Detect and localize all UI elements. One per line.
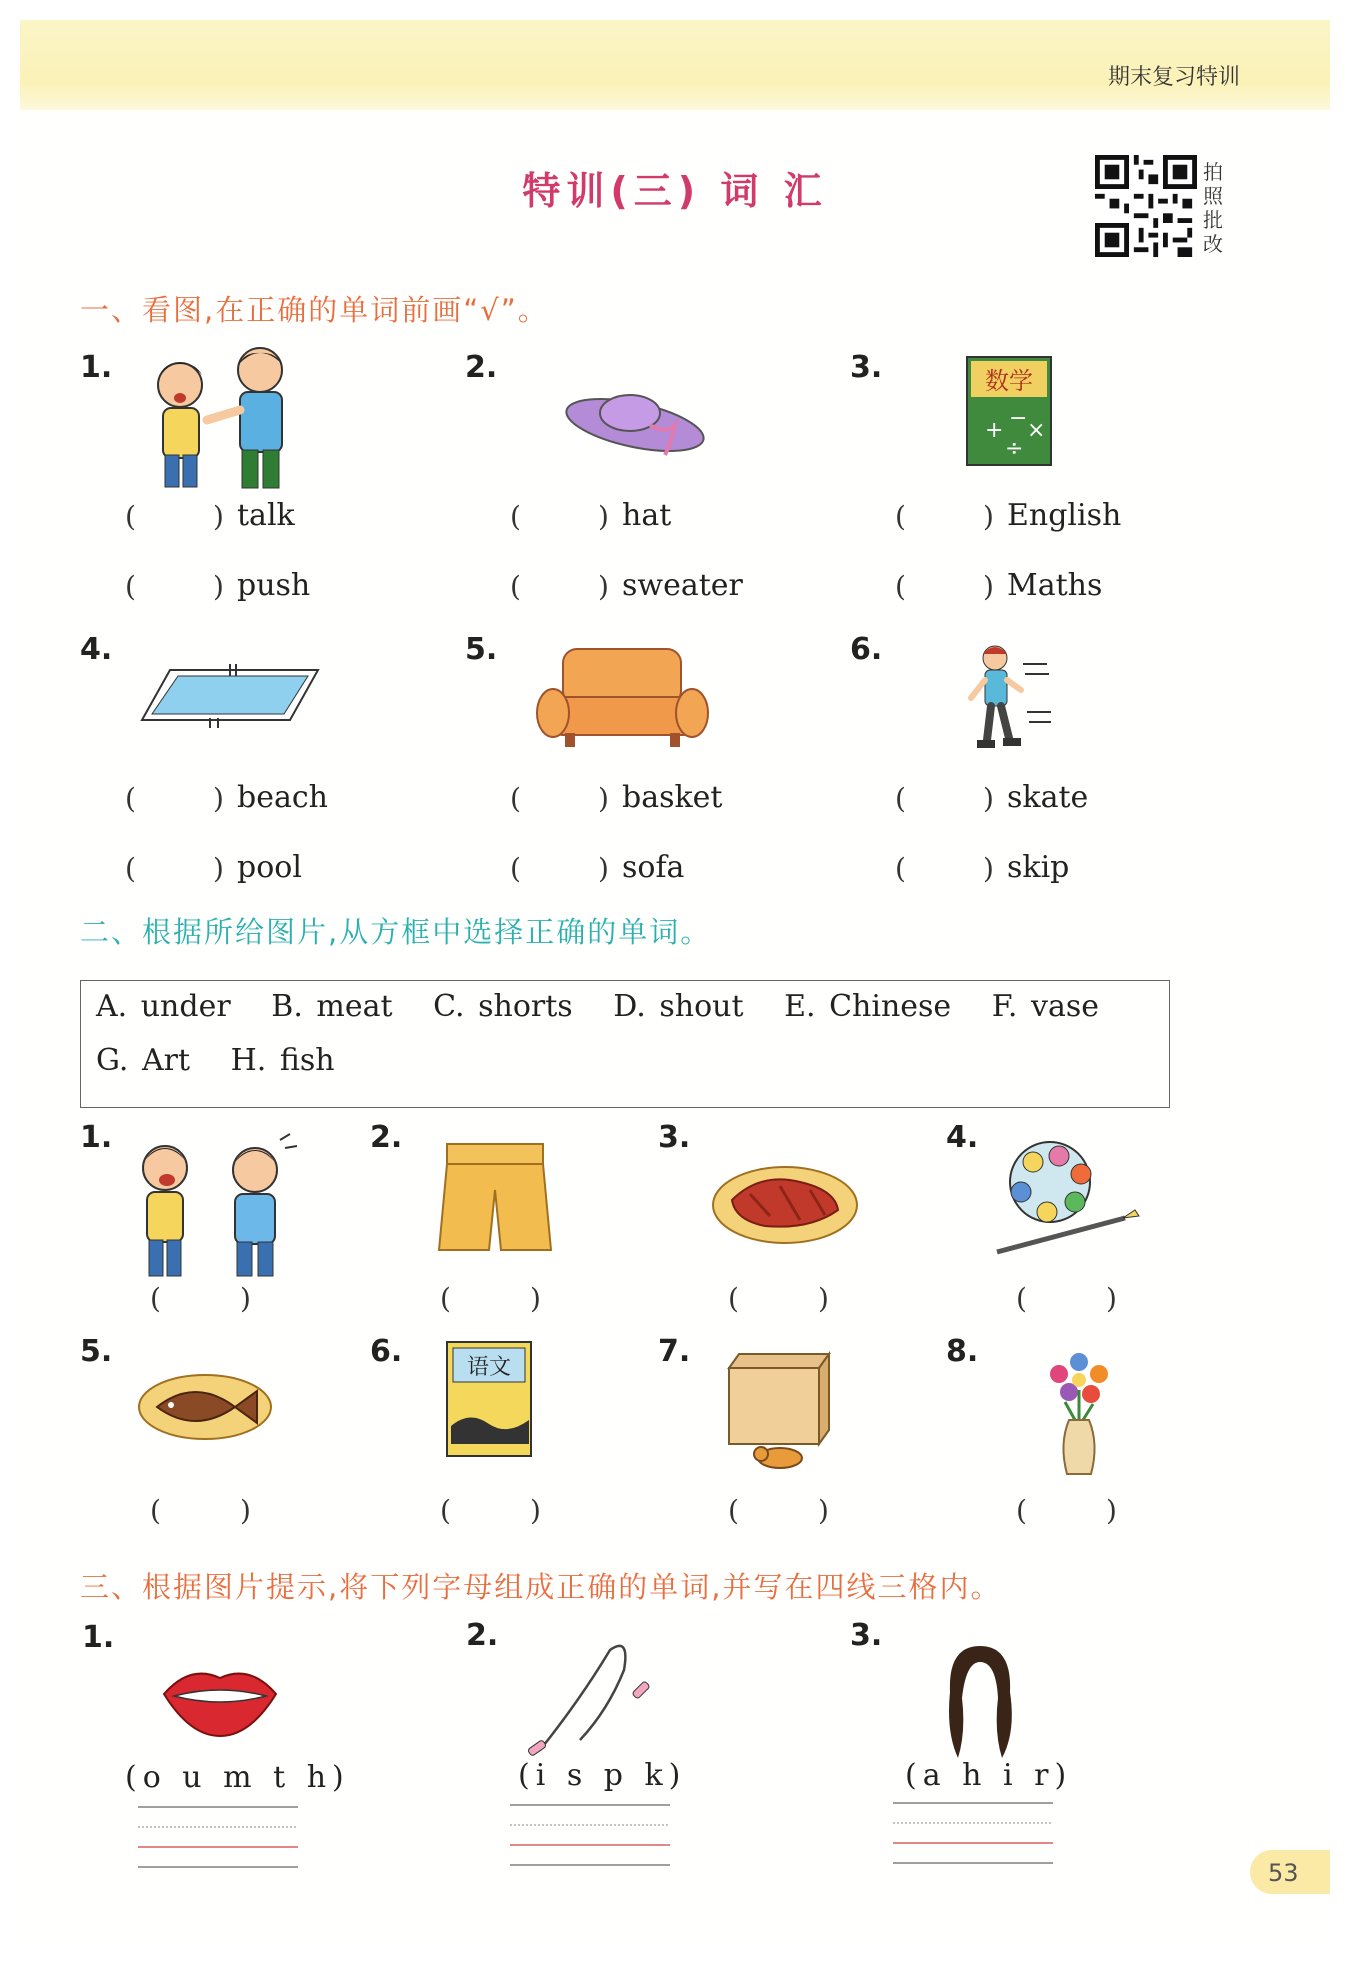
hat-picture-icon: [560, 385, 710, 465]
s3-item1-letters: (o u m t h): [125, 1760, 350, 1795]
maths-book-picture-icon: [965, 355, 1055, 467]
s3-item3-letters: (a h i r): [905, 1758, 1073, 1793]
s2-item6-number: 6.: [370, 1334, 403, 1369]
shorts-picture-icon: [435, 1140, 555, 1260]
answer-paren-open[interactable]: (: [440, 1494, 451, 1527]
chinese-book-picture-icon: [445, 1340, 535, 1460]
answer-paren-close: ): [240, 1282, 251, 1315]
s2-item4-number: 4.: [946, 1120, 979, 1155]
hair-picture-icon: [940, 1642, 1020, 1762]
option-word: basket: [622, 780, 723, 815]
s1-item4-number: 4.: [80, 632, 113, 667]
option-word: hat: [622, 498, 672, 533]
answer-paren-close: ): [983, 782, 994, 815]
qr-caption-char: 批: [1203, 208, 1223, 232]
option-word: skate: [1007, 780, 1089, 815]
option-word: push: [237, 568, 311, 603]
push-picture-icon: [135, 340, 325, 490]
s2-item7-number: 7.: [658, 1334, 691, 1369]
fish-picture-icon: [135, 1365, 275, 1445]
answer-paren-open[interactable]: (: [895, 852, 906, 885]
answer-paren-open[interactable]: (: [895, 570, 906, 603]
answer-paren-open[interactable]: (: [895, 500, 906, 533]
answer-paren-close: ): [598, 782, 609, 815]
skip-rope-picture-icon: [520, 1640, 670, 1760]
answer-paren-close: ): [598, 570, 609, 603]
qr-code-icon[interactable]: [1095, 155, 1197, 257]
answer-paren-open[interactable]: (: [150, 1282, 161, 1315]
s3-item3-writing-lines[interactable]: [893, 1801, 1053, 1865]
answer-paren-open[interactable]: (: [125, 570, 136, 603]
answer-paren-close: ): [818, 1282, 829, 1315]
s2-item1-number: 1.: [80, 1120, 113, 1155]
answer-paren-open[interactable]: (: [510, 500, 521, 533]
s3-item2-letters: (i s p k): [518, 1758, 687, 1793]
under-box-picture-icon: [725, 1350, 835, 1470]
svg-text:÷: ÷: [1005, 436, 1024, 461]
maths-book-label: 数学: [985, 367, 1033, 395]
meat-picture-icon: [710, 1160, 860, 1250]
sofa-picture-icon: [535, 645, 710, 755]
option-word: skip: [1007, 850, 1070, 885]
section3-heading: 三、根据图片提示,将下列字母组成正确的单词,并写在四线三格内。: [80, 1570, 1002, 1604]
answer-paren-open[interactable]: (: [728, 1282, 739, 1315]
answer-paren-close: ): [213, 570, 224, 603]
s2-item2-number: 2.: [370, 1120, 403, 1155]
answer-paren-open[interactable]: (: [1016, 1494, 1027, 1527]
answer-paren-open[interactable]: (: [1016, 1282, 1027, 1315]
page-number: 53: [1250, 1850, 1330, 1894]
answer-paren-open[interactable]: (: [510, 570, 521, 603]
option-word: beach: [237, 780, 328, 815]
s2-item5-number: 5.: [80, 1334, 113, 1369]
option-word: pool: [237, 850, 302, 885]
answer-paren-open[interactable]: (: [125, 500, 136, 533]
s3-item2-number: 2.: [466, 1618, 499, 1653]
option-word: sweater: [622, 568, 743, 603]
answer-paren-close: ): [240, 1494, 251, 1527]
svg-text:×: ×: [1027, 418, 1046, 443]
chinese-book-label: 语文: [466, 1355, 512, 1380]
svg-text:+: +: [985, 418, 1004, 443]
s3-item3-number: 3.: [850, 1618, 883, 1653]
qr-caption-char: 拍: [1203, 160, 1223, 184]
answer-paren-close: ): [213, 782, 224, 815]
answer-paren-close: ): [983, 500, 994, 533]
header-label: 期末复习特训: [1107, 65, 1240, 90]
option-word: sofa: [622, 850, 685, 885]
option-word: talk: [237, 498, 295, 533]
answer-paren-close: ): [213, 500, 224, 533]
s1-item3-number: 3.: [850, 350, 883, 385]
option-word: English: [1007, 498, 1122, 533]
answer-paren-close: ): [598, 852, 609, 885]
s1-item6-number: 6.: [850, 632, 883, 667]
answer-paren-open[interactable]: (: [125, 782, 136, 815]
s3-item1-writing-lines[interactable]: [138, 1805, 298, 1869]
answer-paren-open[interactable]: (: [150, 1494, 161, 1527]
shout-picture-icon: [125, 1130, 305, 1280]
s1-item1-number: 1.: [80, 350, 113, 385]
art-palette-picture-icon: [995, 1140, 1145, 1260]
vase-picture-icon: [1045, 1350, 1115, 1480]
answer-paren-close: ): [213, 852, 224, 885]
svg-text:−: −: [1009, 406, 1028, 431]
word-bank-line1: A. under B. meat C. shorts D. shout E. Chinese F. vase: [96, 989, 1099, 1024]
s1-item5-number: 5.: [465, 632, 498, 667]
qr-caption-char: 照: [1203, 184, 1223, 208]
s1-item2-number: 2.: [465, 350, 498, 385]
qr-caption: [1203, 160, 1227, 256]
word-bank-box: [80, 980, 1170, 1108]
answer-paren-open[interactable]: (: [125, 852, 136, 885]
answer-paren-close: ): [530, 1494, 541, 1527]
section2-heading: 二、根据所给图片,从方框中选择正确的单词。: [80, 915, 712, 949]
answer-paren-close: ): [818, 1494, 829, 1527]
s3-item2-writing-lines[interactable]: [510, 1803, 670, 1867]
s3-item1-number: 1.: [82, 1620, 115, 1655]
answer-paren-open[interactable]: (: [510, 852, 521, 885]
answer-paren-open[interactable]: (: [440, 1282, 451, 1315]
s2-item3-number: 3.: [658, 1120, 691, 1155]
answer-paren-open[interactable]: (: [510, 782, 521, 815]
s2-item8-number: 8.: [946, 1334, 979, 1369]
answer-paren-close: ): [530, 1282, 541, 1315]
worksheet-page: [20, 20, 1330, 1943]
qr-caption-char: 改: [1203, 232, 1223, 256]
answer-paren-close: ): [1106, 1282, 1117, 1315]
answer-paren-close: ): [983, 852, 994, 885]
page-title: 特训(三) 词 汇: [522, 169, 828, 213]
word-bank-line2: G. Art H. fish: [96, 1043, 335, 1078]
answer-paren-close: ): [983, 570, 994, 603]
answer-paren-open[interactable]: (: [728, 1494, 739, 1527]
pool-picture-icon: [140, 660, 320, 740]
answer-paren-open[interactable]: (: [895, 782, 906, 815]
option-word: Maths: [1007, 568, 1103, 603]
mouth-picture-icon: [160, 1660, 280, 1740]
answer-paren-close: ): [1106, 1494, 1117, 1527]
skate-picture-icon: [965, 640, 1055, 770]
answer-paren-close: ): [598, 500, 609, 533]
section1-heading: 一、看图,在正确的单词前画“√”。: [80, 293, 549, 327]
